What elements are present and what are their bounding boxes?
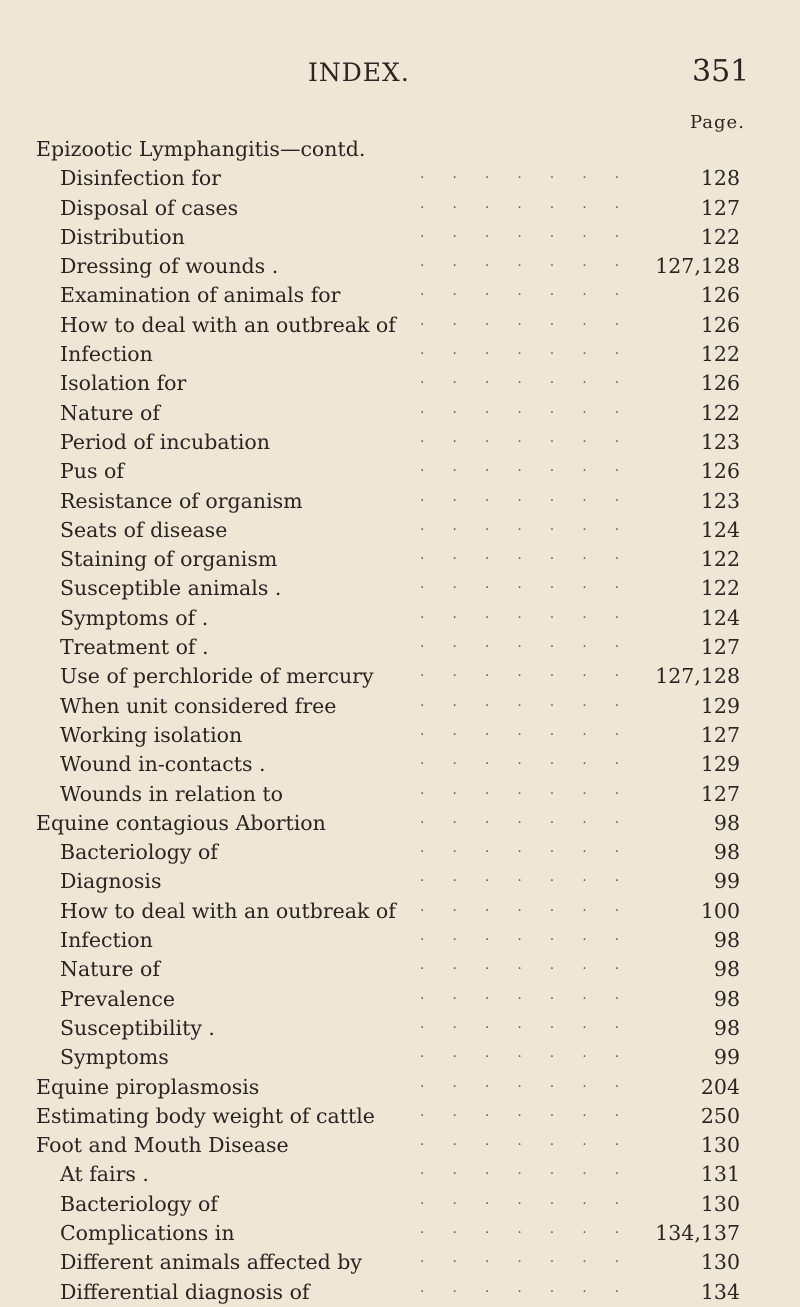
index-subentry — [0, 574, 800, 603]
entry-label: Distribution — [60, 224, 185, 249]
entry-label: Infection — [60, 928, 153, 953]
index-subentry — [0, 633, 800, 662]
index-subentry — [0, 692, 800, 721]
leader-dots: ······· — [420, 316, 648, 333]
entry-pages: 98 — [713, 810, 740, 835]
index-subentry — [0, 1014, 800, 1043]
entry-pages: 122 — [700, 400, 740, 425]
entry-pages: 129 — [700, 693, 740, 718]
index-subentry — [0, 164, 800, 193]
index-subentry — [0, 428, 800, 457]
leader-dots: ······· — [420, 844, 648, 861]
index-subentry — [0, 1278, 800, 1307]
entry-label: Infection — [60, 342, 153, 367]
entry-label: How to deal with an outbreak of — [60, 312, 396, 337]
entry-label: At fairs . — [60, 1162, 149, 1187]
entry-pages: 123 — [700, 488, 740, 513]
index-subentry — [0, 194, 800, 223]
entry-label: Equine contagious Abortion — [36, 810, 326, 835]
leader-dots: ······· — [420, 521, 648, 538]
page-column-label: Page. — [690, 112, 745, 133]
entry-label: Susceptible animals . — [60, 576, 282, 601]
entry-pages: 126 — [700, 312, 740, 337]
entry-label: Period of incubation — [60, 429, 270, 454]
entry-pages: 127,128 — [655, 254, 740, 279]
entry-pages: 98 — [713, 1015, 740, 1040]
entry-label: Foot and Mouth Disease — [36, 1133, 289, 1158]
leader-dots: ······· — [420, 551, 648, 568]
entry-pages: 130 — [700, 1133, 740, 1158]
leader-dots: ······· — [420, 258, 648, 275]
leader-dots: ······· — [420, 492, 648, 509]
entry-pages: 122 — [700, 576, 740, 601]
entry-pages: 204 — [700, 1074, 740, 1099]
entry-pages: 99 — [713, 1045, 740, 1070]
entry-pages: 98 — [713, 928, 740, 953]
entry-label: Differential diagnosis of — [60, 1279, 310, 1304]
entry-label: Complications in — [60, 1220, 235, 1245]
leader-dots: ······· — [420, 580, 648, 597]
entry-label: When unit considered free — [60, 693, 337, 718]
index-heading-entry — [0, 1102, 800, 1131]
index-subentry — [0, 457, 800, 486]
entry-label: Wounds in relation to — [60, 781, 284, 806]
leader-dots: ······· — [420, 1254, 648, 1271]
entry-label: Bacteriology of — [60, 1191, 218, 1216]
entry-label: Equine piroplasmosis — [36, 1074, 260, 1099]
index-subentry — [0, 1160, 800, 1189]
leader-dots: ······· — [420, 1195, 648, 1212]
leader-dots: ······· — [420, 228, 648, 245]
index-subentry — [0, 926, 800, 955]
entry-label: Diagnosis — [60, 869, 162, 894]
entry-label: Examination of animals for — [60, 283, 341, 308]
entry-pages: 98 — [713, 957, 740, 982]
leader-dots: ······· — [420, 287, 648, 304]
leader-dots: ······· — [420, 404, 648, 421]
entry-pages: 98 — [713, 986, 740, 1011]
leader-dots: ······· — [420, 609, 648, 626]
leader-dots: ······· — [420, 697, 648, 714]
entry-pages: 127,128 — [655, 664, 740, 689]
index-subentry — [0, 867, 800, 896]
index-heading-entry — [0, 1131, 800, 1160]
entry-pages: 127 — [700, 195, 740, 220]
entry-label: Symptoms of . — [60, 605, 209, 630]
leader-dots: ······· — [420, 726, 648, 743]
entry-pages: 129 — [700, 752, 740, 777]
entry-pages: 99 — [713, 869, 740, 894]
entry-label: Bacteriology of — [60, 840, 218, 865]
index-subentry — [0, 955, 800, 984]
entry-pages: 124 — [700, 517, 740, 542]
index-subentry — [0, 487, 800, 516]
entry-pages: 127 — [700, 635, 740, 660]
entry-label: Nature of — [60, 957, 160, 982]
leader-dots: ······· — [420, 1166, 648, 1183]
index-subentry — [0, 516, 800, 545]
leader-dots: ······· — [420, 1107, 648, 1124]
index-subentry — [0, 399, 800, 428]
leader-dots: ······· — [420, 463, 648, 480]
entry-pages: 127 — [700, 722, 740, 747]
entry-pages: 122 — [700, 342, 740, 367]
index-heading-entry — [0, 1073, 800, 1102]
leader-dots: ······· — [420, 1283, 648, 1300]
entry-label: Pus of — [60, 459, 124, 484]
index-subentry — [0, 780, 800, 809]
index-subentry — [0, 369, 800, 398]
leader-dots: ······· — [420, 639, 648, 656]
leader-dots: ······· — [420, 990, 648, 1007]
page-header-title: INDEX. — [308, 58, 410, 87]
leader-dots: ······· — [420, 932, 648, 949]
index-subentry — [0, 311, 800, 340]
leader-dots: ······· — [420, 346, 648, 363]
index-subentry — [0, 281, 800, 310]
entry-label: Wound in-contacts . — [60, 752, 266, 777]
index-subentry — [0, 897, 800, 926]
entry-label: Disinfection for — [60, 166, 222, 191]
entry-label: Symptoms — [60, 1045, 169, 1070]
entry-label: Prevalence — [60, 986, 176, 1011]
page-number: 351 — [692, 54, 750, 89]
leader-dots: ······· — [420, 199, 648, 216]
entry-label: Use of perchloride of mercury — [60, 664, 374, 689]
leader-dots: ······· — [420, 873, 648, 890]
index-subentry — [0, 985, 800, 1014]
index-subentry — [0, 545, 800, 574]
leader-dots: ······· — [420, 433, 648, 450]
index-subentry — [0, 662, 800, 691]
entry-label: Disposal of cases — [60, 195, 239, 220]
index-list — [0, 135, 800, 1307]
index-subentry — [0, 252, 800, 281]
entry-pages: 122 — [700, 224, 740, 249]
index-subentry — [0, 1043, 800, 1072]
entry-label: Staining of organism — [60, 547, 278, 572]
entry-pages: 128 — [700, 166, 740, 191]
index-heading-entry — [0, 135, 800, 164]
entry-label: Seats of disease — [60, 517, 228, 542]
leader-dots: ······· — [420, 1078, 648, 1095]
entry-label: Dressing of wounds . — [60, 254, 279, 279]
entry-pages: 122 — [700, 547, 740, 572]
index-subentry — [0, 340, 800, 369]
entry-pages: 130 — [700, 1250, 740, 1275]
entry-label: Nature of — [60, 400, 160, 425]
entry-label: Epizootic Lymphangitis—contd. — [36, 137, 366, 161]
entry-pages: 127 — [700, 781, 740, 806]
entry-pages: 250 — [700, 1103, 740, 1128]
entry-pages: 130 — [700, 1191, 740, 1216]
entry-label: Working isolation — [60, 722, 243, 747]
index-heading-entry — [0, 809, 800, 838]
entry-pages: 98 — [713, 840, 740, 865]
leader-dots: ······· — [420, 814, 648, 831]
entry-pages: 126 — [700, 459, 740, 484]
entry-pages: 100 — [700, 898, 740, 923]
index-subentry — [0, 1190, 800, 1219]
entry-label: Treatment of . — [60, 635, 209, 660]
leader-dots: ······· — [420, 756, 648, 773]
index-subentry — [0, 1248, 800, 1277]
entry-label: Different animals affected by — [60, 1250, 362, 1275]
entry-label: Susceptibility . — [60, 1015, 215, 1040]
index-subentry — [0, 721, 800, 750]
entry-pages: 126 — [700, 283, 740, 308]
leader-dots: ······· — [420, 375, 648, 392]
entry-label: Isolation for — [60, 371, 187, 396]
leader-dots: ······· — [420, 785, 648, 802]
index-subentry — [0, 838, 800, 867]
leader-dots: ······· — [420, 170, 648, 187]
entry-pages: 134 — [700, 1279, 740, 1304]
index-subentry — [0, 750, 800, 779]
entry-pages: 123 — [700, 429, 740, 454]
index-subentry — [0, 604, 800, 633]
entry-pages: 124 — [700, 605, 740, 630]
leader-dots: ······· — [420, 1137, 648, 1154]
leader-dots: ······· — [420, 1049, 648, 1066]
entry-label: Estimating body weight of cattle — [36, 1103, 375, 1128]
entry-pages: 126 — [700, 371, 740, 396]
entry-label: How to deal with an outbreak of — [60, 898, 396, 923]
entry-label: Resistance of organism — [60, 488, 303, 513]
entry-pages: 131 — [700, 1162, 740, 1187]
entry-pages: 134,137 — [655, 1220, 740, 1245]
leader-dots: ······· — [420, 1019, 648, 1036]
index-subentry — [0, 1219, 800, 1248]
leader-dots: ······· — [420, 961, 648, 978]
index-subentry — [0, 223, 800, 252]
leader-dots: ······· — [420, 668, 648, 685]
leader-dots: ······· — [420, 1224, 648, 1241]
leader-dots: ······· — [420, 902, 648, 919]
